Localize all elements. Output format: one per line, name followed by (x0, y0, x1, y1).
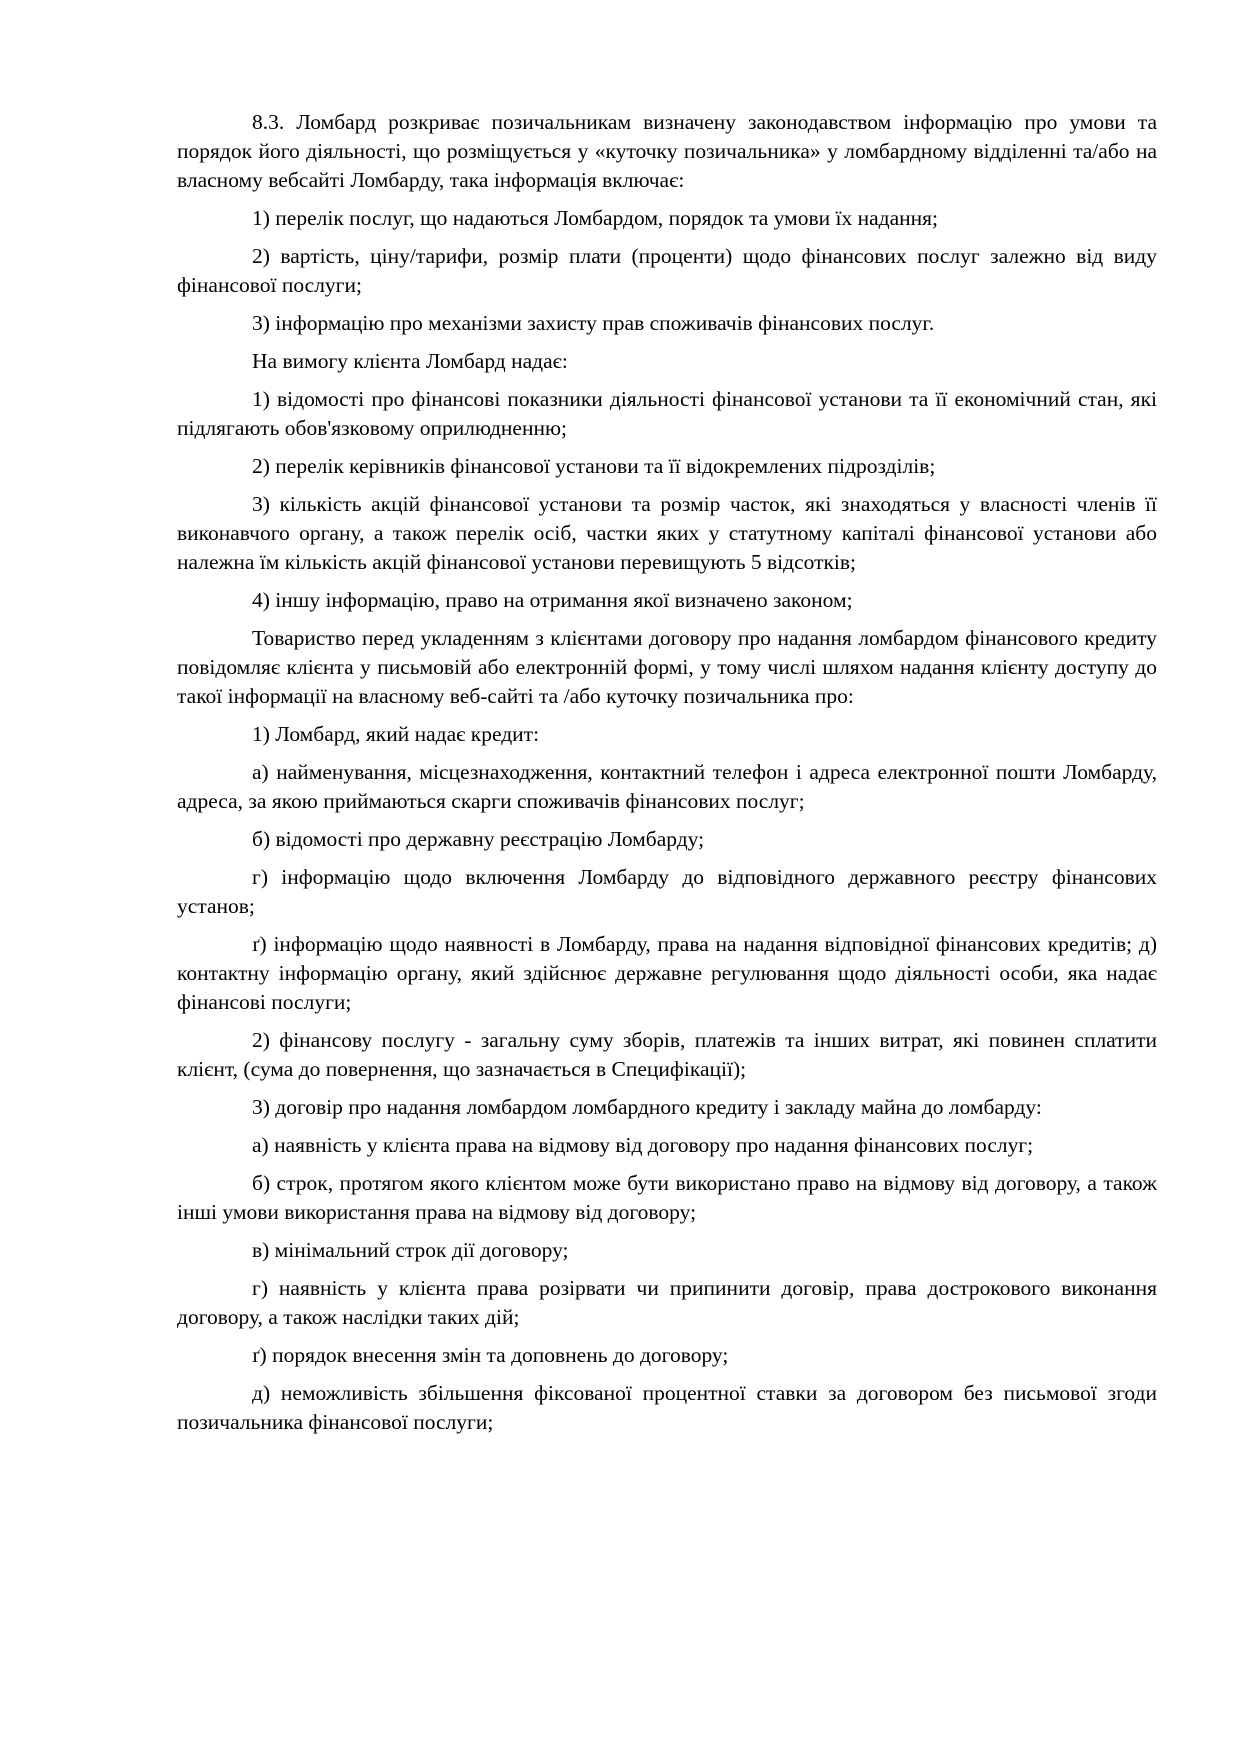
sub-item-register-inclusion: г) інформацію щодо включення Ломбарду до відповідного державного реєстру фінансових установ; (177, 865, 1157, 918)
sub-item-termination: г) наявність у клієнта права розірвати чи припинити договір, права дострокового виконання договору, а також наслідки таких дій; (177, 1276, 1157, 1329)
sub-item-min-term: в) мінімальний строк дії договору; (252, 1238, 569, 1262)
sub-item-name-address: а) найменування, місцезнаходження, контактний телефон і адреса електронної пошти Ломбарду, адреса, за якою приймаються скарги споживачів фінансових послуг; (177, 760, 1157, 813)
list-item-financial-indicators: 1) відомості про фінансові показники діяльності фінансової установи та її економічний стан, які підлягають обов'язковому оприлюдненню; (177, 387, 1157, 440)
sub-item-right-to-refuse: а) наявність у клієнта права на відмову від договору про надання фінансових послуг; (252, 1133, 1034, 1157)
paragraph-8-3-intro: 8.3. Ломбард розкриває позичальникам визначену законодавством інформацію про умови та порядок його діяльності, що розміщується у «куточку позичальника» у ломбардному відділенні та/або на власному вебсайті Ломбарду, така інформація включає: (177, 110, 1157, 192)
sub-item-registration: б) відомості про державну реєстрацію Ломбарду; (252, 827, 705, 851)
list-item-shares: 3) кількість акцій фінансової установи та розмір часток, які знаходяться у власності членів її виконавчого органу, а також перелік осіб, частки яких у статутному капіталі фінансової установи або належна їм кількість акцій фінансової установи перевищують 5 відсотків; (177, 492, 1157, 574)
paragraph-before-contract: Товариство перед укладенням з клієнтами договору про надання ломбардом фінансового кредиту повідомляє клієнта у письмовій або електронній формі, у тому числі шляхом надання клієнту доступу до такої інформації на власному веб-сайті та /або куточку позичальника про: (177, 626, 1157, 708)
sub-item-amendments: ґ) порядок внесення змін та доповнень до договору; (252, 1343, 729, 1367)
list-item-other-info: 4) іншу інформацію, право на отримання якої визначено законом; (252, 588, 853, 612)
paragraph-on-request: На вимогу клієнта Ломбард надає: (252, 349, 568, 373)
list-item-contract: 3) договір про надання ломбардом ломбардного кредиту і закладу майна до ломбарду: (252, 1095, 1042, 1119)
list-item-lombard: 1) Ломбард, який надає кредит: (252, 722, 540, 746)
list-item-financial-service: 2) фінансову послугу - загальну суму зборів, платежів та інших витрат, які повинен сплатити клієнт, (сума до повернення, що зазначається в Специфікації); (177, 1028, 1157, 1081)
list-item-pricing: 2) вартість, ціну/тарифи, розмір плати (проценти) щодо фінансових послуг залежно від виду фінансової послуги; (177, 244, 1157, 297)
list-item-managers: 2) перелік керівників фінансової установи та її відокремлених підрозділів; (252, 454, 936, 478)
sub-item-license-regulator: ґ) інформацію щодо наявності в Ломбарду, права на надання відповідної фінансових кредитів; д) контактну інформацію органу, який здійснює державне регулювання щодо діяльності особи, яка надає фінансові послуги; (177, 932, 1157, 1014)
list-item-services: 1) перелік послуг, що надаються Ломбардом, порядок та умови їх надання; (252, 206, 939, 230)
sub-item-fixed-rate: д) неможливість збільшення фіксованої процентної ставки за договором без письмової згоди позичальника фінансової послуги; (177, 1381, 1157, 1434)
document-page (177, 108, 1157, 1446)
sub-item-refusal-term: б) строк, протягом якого клієнтом може бути використано право на відмову від договору, а також інші умови використання права на відмову від договору; (177, 1171, 1157, 1224)
list-item-protection: 3) інформацію про механізми захисту прав споживачів фінансових послуг. (252, 311, 935, 335)
